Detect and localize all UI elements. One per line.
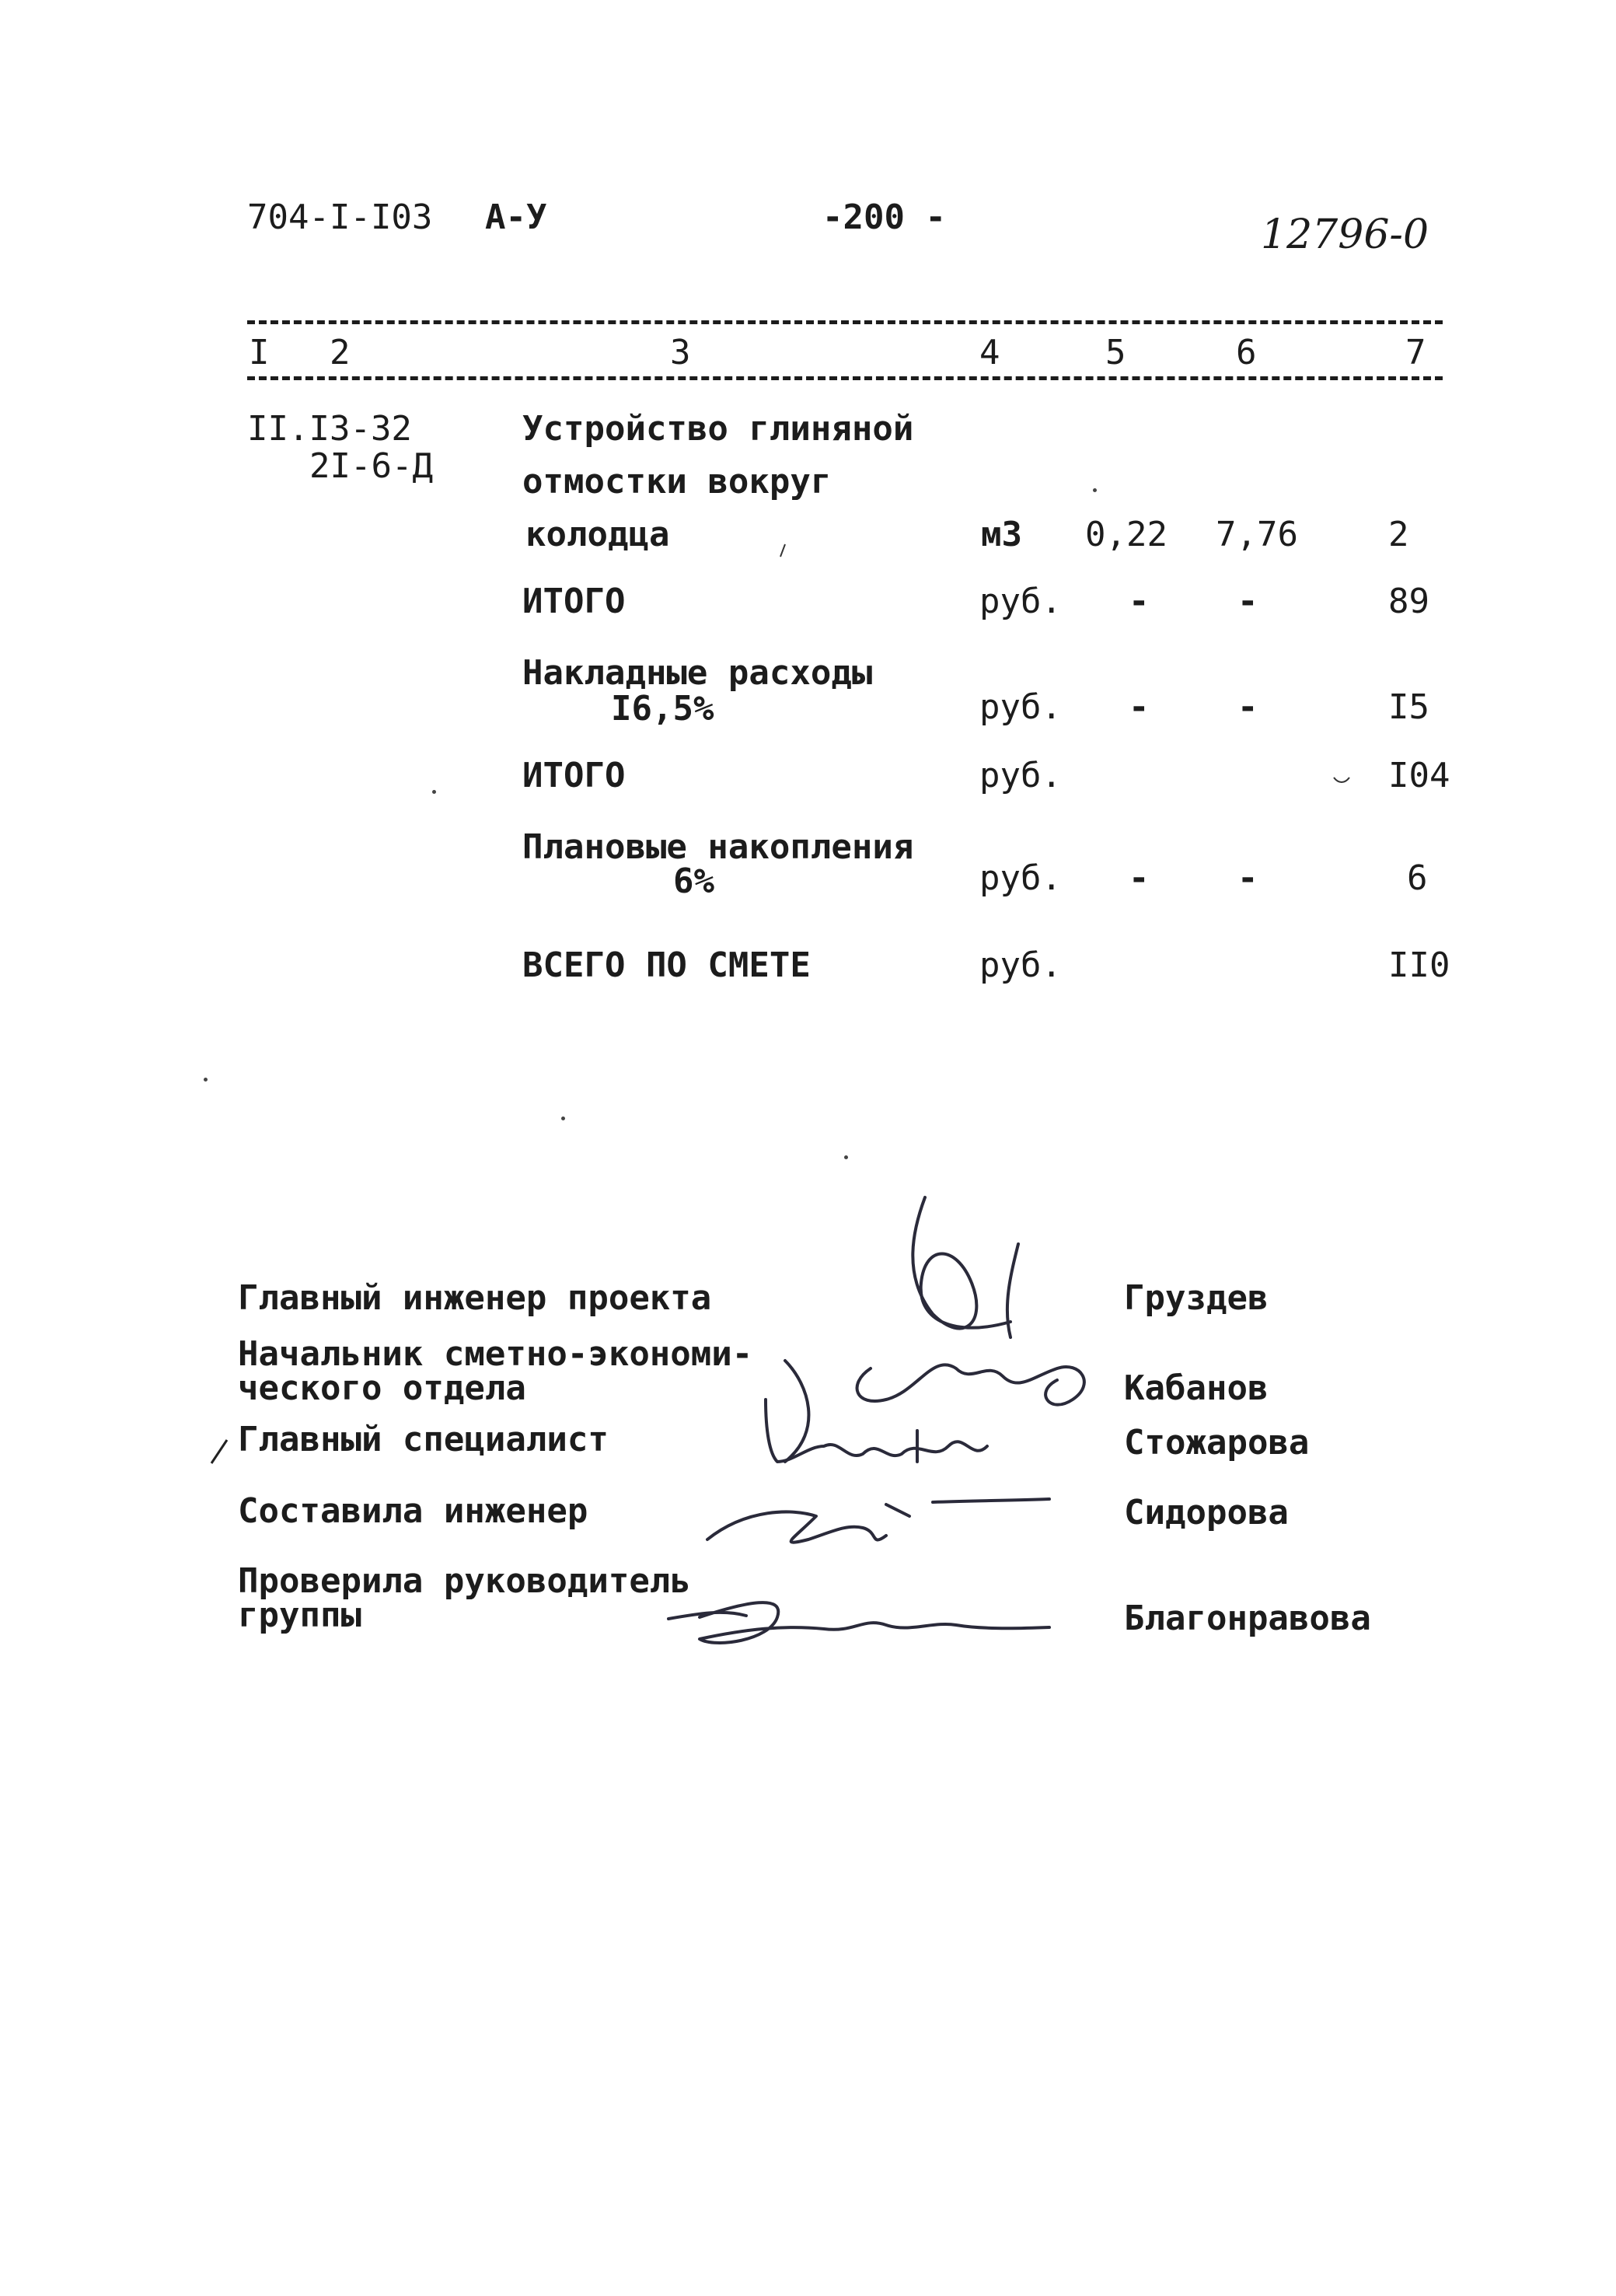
item-code: II.I3-32 xyxy=(247,409,412,449)
row-label: Накладные расходы xyxy=(522,653,873,693)
row-label: Плановые накопления xyxy=(522,827,914,867)
signatory-name: Кабанов xyxy=(1124,1368,1269,1408)
item-quantity: 0,22 xyxy=(1085,515,1167,554)
signatory-role: Начальник сметно-экономи- xyxy=(238,1334,753,1374)
scan-speck xyxy=(561,1117,565,1120)
item-price: 7,76 xyxy=(1216,515,1298,554)
archive-number: 12796-0 xyxy=(1261,211,1429,258)
signatory-role: Составила инженер xyxy=(238,1491,588,1531)
margin-mark xyxy=(211,1440,227,1463)
item-name-line: отмостки вокруг xyxy=(522,462,832,501)
column-header: 5 xyxy=(1105,333,1126,372)
signature-kabanov xyxy=(785,1361,1084,1462)
column-header: 3 xyxy=(670,333,691,372)
column-header: 4 xyxy=(979,333,1000,372)
page-number: -200 - xyxy=(822,197,946,237)
column-header: 7 xyxy=(1405,333,1426,372)
row-value: - xyxy=(1237,858,1258,898)
row-label: ИТОГО xyxy=(522,756,626,795)
signature-stozharova xyxy=(766,1400,987,1462)
item-unit: м3 xyxy=(981,515,1022,554)
signatory-name: Сидорова xyxy=(1124,1493,1289,1532)
row-value: - xyxy=(1237,687,1258,727)
row-total: 89 xyxy=(1388,582,1429,621)
row-sublabel: I6,5% xyxy=(611,689,714,729)
item-total: 2 xyxy=(1388,515,1409,554)
row-value: - xyxy=(1129,687,1150,727)
row-unit: руб. xyxy=(979,582,1062,621)
signatory-role: Главный специалист xyxy=(238,1420,609,1459)
row-total: II0 xyxy=(1388,945,1450,985)
scan-speck xyxy=(844,1155,848,1159)
signature-sidorova xyxy=(707,1499,1049,1543)
signatory-role-cont: ческого отдела xyxy=(238,1368,526,1408)
section-code: А-У xyxy=(485,197,547,237)
row-unit: руб. xyxy=(979,687,1062,727)
row-sublabel: 6% xyxy=(673,861,714,901)
signatory-name: Благонравова xyxy=(1124,1599,1371,1638)
column-header: 6 xyxy=(1236,333,1257,372)
row-value: - xyxy=(1237,582,1258,621)
row-total: 6 xyxy=(1407,858,1428,898)
row-label: ИТОГО xyxy=(522,582,626,621)
row-unit: руб. xyxy=(979,858,1062,898)
row-total: I5 xyxy=(1388,687,1429,727)
row-value: - xyxy=(1129,582,1150,621)
row-unit: руб. xyxy=(979,945,1062,985)
scan-speck xyxy=(1093,488,1097,492)
row-unit: руб. xyxy=(979,756,1062,795)
signatory-name: Стожарова xyxy=(1124,1423,1310,1463)
column-header: 2 xyxy=(330,333,351,372)
item-name-line: колодца xyxy=(525,515,670,554)
column-header: I xyxy=(249,333,270,372)
signatory-name: Груздев xyxy=(1124,1278,1269,1318)
item-name-line: Устройство глиняной xyxy=(522,409,914,449)
signatory-role: Главный инженер проекта xyxy=(238,1278,712,1318)
scan-speck xyxy=(204,1078,208,1082)
row-total: I04 xyxy=(1388,756,1450,795)
scan-speck xyxy=(432,790,436,794)
item-code-secondary: 2I-6-Д xyxy=(309,446,433,486)
signature-gruzdev xyxy=(913,1197,1018,1337)
signatory-role: Проверила руководитель xyxy=(238,1561,691,1601)
signature-blagonravova xyxy=(668,1602,1049,1643)
document-code: 704-I-I03 xyxy=(247,197,433,237)
row-label: ВСЕГО ПО СМЕТЕ xyxy=(522,945,811,985)
signatory-role-cont: группы xyxy=(238,1595,361,1635)
row-value: - xyxy=(1129,858,1150,898)
